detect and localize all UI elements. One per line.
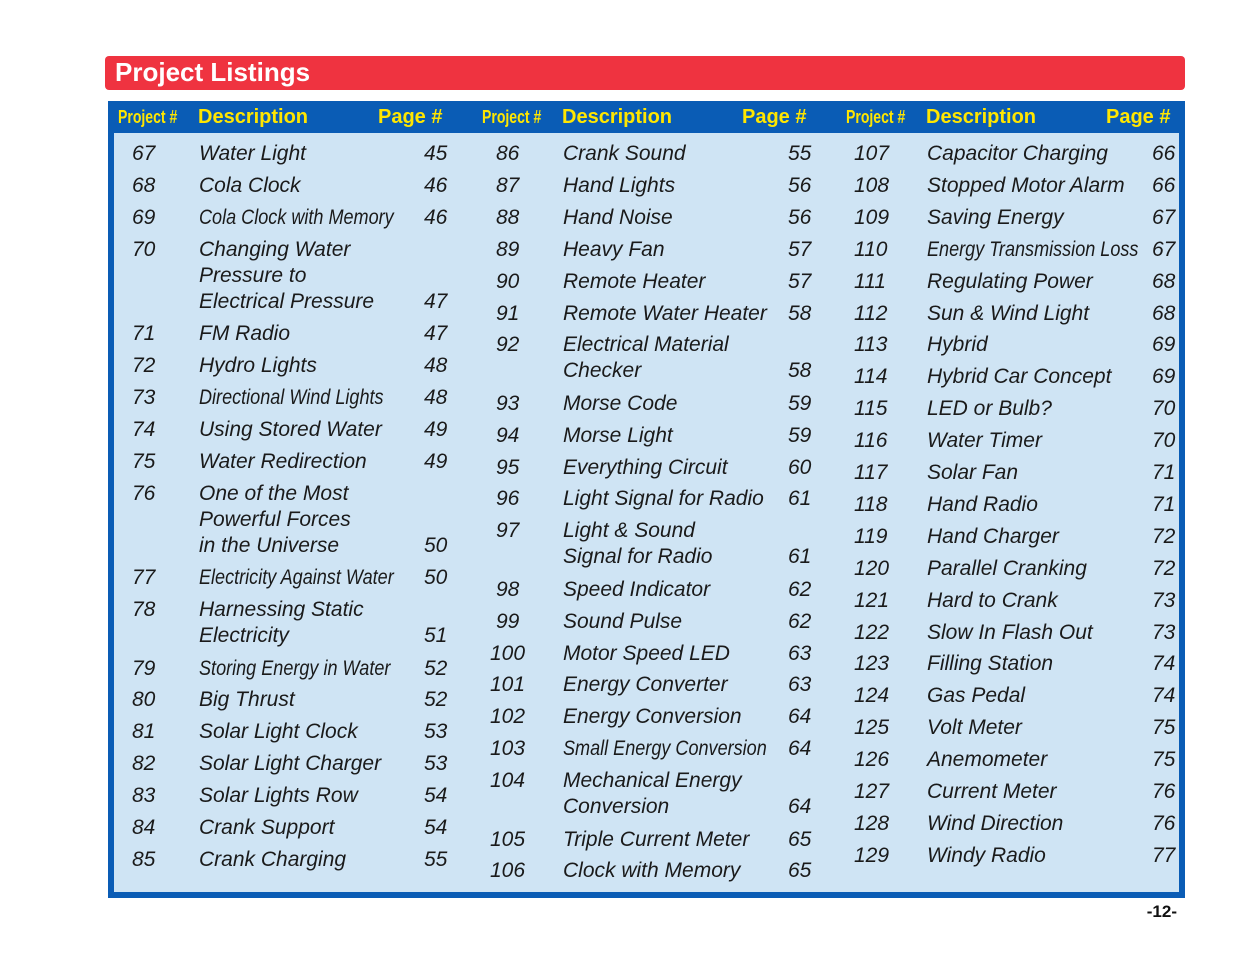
description-line: Anemometer <box>927 748 1048 772</box>
page-reference: 69 <box>1152 365 1176 389</box>
description-line: Cola Clock <box>199 173 301 197</box>
header-description: Description <box>926 106 1037 128</box>
project-number: 79 <box>132 656 156 680</box>
project-number: 84 <box>132 816 156 840</box>
project-number: 117 <box>854 461 888 484</box>
description-line: Crank Sound <box>563 142 686 165</box>
page-reference: 64 <box>788 705 812 729</box>
page-reference: 48 <box>424 354 448 378</box>
project-description <box>927 588 1058 614</box>
description-line: Gas Pedal <box>927 684 1026 708</box>
project-description <box>927 396 1052 422</box>
page-reference: 70 <box>1152 397 1176 421</box>
description-line: Directional Wind Lights <box>199 386 384 410</box>
project-number: 116 <box>854 429 888 453</box>
description-line: Water Timer <box>927 429 1042 453</box>
project-description <box>927 747 1047 773</box>
page-reference: 73 <box>1152 620 1176 644</box>
project-number: 102 <box>490 705 526 729</box>
project-description <box>927 141 1108 167</box>
table-row <box>114 173 1179 205</box>
description-line: Checker <box>563 359 642 383</box>
header-project-number: Project # <box>846 107 906 127</box>
page-reference: 65 <box>788 859 812 883</box>
page-reference: 47 <box>424 289 448 313</box>
description-line: Windy Radio <box>927 843 1046 867</box>
description-line: Big Thrust <box>199 688 295 712</box>
project-number: 81 <box>132 720 156 744</box>
page-reference: 62 <box>788 609 812 633</box>
description-line: Mechanical Energy <box>563 769 742 793</box>
description-line: Remote Heater <box>563 269 706 293</box>
page-reference: 52 <box>424 656 448 680</box>
description-line: Motor Speed LED <box>563 641 730 665</box>
table-row <box>114 364 1179 396</box>
page-reference: 75 <box>1152 716 1176 740</box>
description-line: Energy Conversion <box>563 705 742 729</box>
table-row <box>114 205 1179 237</box>
page-reference: 71 <box>1152 461 1176 484</box>
page-reference: 61 <box>788 487 812 511</box>
project-number: 121 <box>854 588 890 612</box>
project-number: 76 <box>132 481 156 505</box>
project-number: 124 <box>854 684 890 708</box>
page-reference: 50 <box>424 533 448 557</box>
project-number: 126 <box>854 748 890 772</box>
description-line: Solar Light Charger <box>199 752 382 776</box>
description-line: Clock with Memory <box>563 859 741 883</box>
description-line: Wind Direction <box>927 811 1064 835</box>
project-description <box>927 779 1057 805</box>
description-line: Heavy Fan <box>563 237 665 261</box>
project-number: 111 <box>854 269 886 293</box>
description-line: Hybrid <box>927 333 988 357</box>
page-reference: 45 <box>424 142 448 165</box>
description-line: Volt Meter <box>927 716 1022 740</box>
project-number: 75 <box>132 449 156 473</box>
project-number: 88 <box>496 205 520 229</box>
table-row <box>114 524 1179 556</box>
description-line: Hand Noise <box>563 205 673 229</box>
page-reference: 74 <box>1152 684 1176 708</box>
description-line: Saving Energy <box>927 205 1064 229</box>
description-line: Hybrid Car Concept <box>927 365 1112 389</box>
description-line: Water Redirection <box>199 449 367 473</box>
project-number: 94 <box>496 423 520 447</box>
page-reference: 46 <box>424 173 448 197</box>
description-line: Using Stored Water <box>199 417 382 441</box>
project-number: 70 <box>132 237 156 261</box>
page-reference: 76 <box>1152 780 1176 803</box>
page-reference: 59 <box>788 391 812 415</box>
description-line: Regulating Power <box>927 269 1093 293</box>
table-row <box>114 237 1179 269</box>
header-page-number: Page # <box>742 106 807 128</box>
header-project-number: Project # <box>482 107 542 127</box>
page-reference: 53 <box>424 752 448 776</box>
table-header <box>114 101 1179 133</box>
description-line: Morse Light <box>563 423 673 447</box>
project-number: 127 <box>854 780 890 803</box>
description-line: Hydro Lights <box>199 354 317 378</box>
table-row <box>114 811 1179 843</box>
title-bar <box>105 56 1185 90</box>
description-line: Remote Water Heater <box>563 301 767 325</box>
project-number: 78 <box>132 598 156 622</box>
description-line: Stopped Motor Alarm <box>927 173 1125 197</box>
description-line: Hand Charger <box>927 524 1059 548</box>
project-number: 113 <box>854 333 888 357</box>
project-description <box>927 715 1022 741</box>
description-line: LED or Bulb? <box>927 397 1052 421</box>
table-row <box>114 556 1179 588</box>
description-line: Electricity Against Water <box>199 566 394 590</box>
description-line: Sun & Wind Light <box>927 301 1090 325</box>
project-number: 96 <box>496 487 520 511</box>
description-line: Solar Lights Row <box>199 784 358 808</box>
project-number: 125 <box>854 716 890 740</box>
project-description <box>927 364 1111 390</box>
table-row <box>114 332 1179 364</box>
table-row <box>114 843 1179 875</box>
description-line: Electrical Material <box>563 333 729 357</box>
page-reference: 74 <box>1152 652 1176 676</box>
page-reference: 56 <box>788 173 812 197</box>
project-number: 92 <box>496 333 520 357</box>
project-number: 87 <box>496 173 520 197</box>
project-number: 99 <box>496 609 520 633</box>
page-reference: 49 <box>424 449 448 473</box>
project-description <box>927 205 1064 231</box>
project-number: 122 <box>854 620 890 644</box>
description-line: Light & Sound <box>563 519 695 543</box>
project-description <box>927 332 988 358</box>
project-description <box>927 428 1042 454</box>
project-number: 74 <box>132 417 156 441</box>
project-number: 112 <box>854 301 888 325</box>
page-reference: 55 <box>788 142 812 165</box>
header-page-number: Page # <box>378 106 443 128</box>
page-reference: 49 <box>424 417 448 441</box>
page-reference: 73 <box>1152 588 1176 612</box>
table-row <box>114 492 1179 524</box>
page-reference: 67 <box>1152 205 1176 229</box>
page-reference: 77 <box>1152 843 1176 867</box>
description-line: One of the Most <box>199 481 349 505</box>
table-row <box>114 715 1179 747</box>
page-reference: 65 <box>788 827 812 851</box>
description-line: Electricity <box>199 624 289 648</box>
table-row <box>114 460 1179 492</box>
description-line: Hard to Crank <box>927 588 1058 612</box>
project-number: 105 <box>490 827 526 851</box>
description-line: Pressure to <box>199 263 307 287</box>
project-number: 98 <box>496 577 520 601</box>
header-description: Description <box>562 106 673 128</box>
table-row <box>114 428 1179 460</box>
page-reference: 63 <box>788 641 812 665</box>
description-line: Everything Circuit <box>563 455 728 479</box>
project-description <box>927 524 1059 550</box>
table-row <box>114 301 1179 333</box>
page-reference: 66 <box>1152 142 1176 165</box>
page-reference: 70 <box>1152 429 1176 453</box>
project-number: 89 <box>496 237 520 261</box>
project-number: 86 <box>496 142 520 165</box>
description-line: Triple Current Meter <box>563 827 750 851</box>
table-row <box>114 141 1179 173</box>
description-line: Solar Fan <box>927 461 1019 484</box>
description-line: Signal for Radio <box>563 545 713 569</box>
page-title: Project Listings <box>115 57 311 87</box>
page-reference: 64 <box>788 795 812 819</box>
description-line: Hand Lights <box>563 173 676 197</box>
table-row <box>114 779 1179 811</box>
page-reference: 60 <box>788 455 812 479</box>
description-line: Crank Charging <box>199 847 347 871</box>
description-line: Powerful Forces <box>199 507 351 531</box>
page-reference: 76 <box>1152 811 1176 835</box>
project-number: 120 <box>854 556 890 580</box>
project-number: 106 <box>490 859 526 883</box>
page-reference: 72 <box>1152 524 1176 548</box>
header-description: Description <box>198 106 309 128</box>
table-row <box>114 683 1179 715</box>
table-row <box>114 396 1179 428</box>
project-description <box>927 683 1025 709</box>
description-line: Energy Converter <box>563 673 728 697</box>
page-reference: 47 <box>424 322 448 346</box>
page-reference: 46 <box>424 205 448 229</box>
project-table <box>108 101 1185 898</box>
description-line: Cola Clock with Memory <box>199 205 394 229</box>
page-reference: 48 <box>424 386 448 410</box>
project-description <box>927 811 1063 837</box>
description-line: Slow In Flash Out <box>927 620 1093 644</box>
page-reference: 63 <box>788 673 812 697</box>
table-row <box>114 620 1179 652</box>
description-line: FM Radio <box>199 322 291 346</box>
project-description <box>927 556 1087 582</box>
page-reference: 58 <box>788 301 812 325</box>
project-number: 72 <box>132 354 156 378</box>
project-description <box>927 269 1093 295</box>
page-reference: 56 <box>788 205 812 229</box>
description-line: Storing Energy in Water <box>199 656 391 680</box>
page-reference: 55 <box>424 847 448 871</box>
project-number: 85 <box>132 847 156 871</box>
project-description <box>927 620 1093 646</box>
project-number: 91 <box>496 301 520 325</box>
page-reference: 75 <box>1152 748 1176 772</box>
page-reference: 69 <box>1152 333 1176 357</box>
project-number: 90 <box>496 269 520 293</box>
description-line: Conversion <box>563 795 670 819</box>
header-project-number: Project # <box>118 107 178 127</box>
page-reference: 50 <box>424 566 448 590</box>
project-number: 93 <box>496 391 520 415</box>
project-number: 95 <box>496 455 520 479</box>
project-description <box>927 460 1018 486</box>
project-number: 77 <box>132 566 156 590</box>
project-number: 123 <box>854 652 890 676</box>
page-reference: 51 <box>424 624 448 648</box>
project-number: 83 <box>132 784 156 808</box>
project-number: 107 <box>854 142 890 165</box>
project-number: 128 <box>854 811 890 835</box>
project-number: 68 <box>132 173 156 197</box>
header-page-number: Page # <box>1106 106 1171 128</box>
description-line: Solar Light Clock <box>199 720 358 744</box>
project-description <box>927 301 1089 327</box>
description-line: Parallel Cranking <box>927 556 1087 580</box>
page-reference: 64 <box>788 737 812 761</box>
project-number: 80 <box>132 688 156 712</box>
page-reference: 54 <box>424 816 448 840</box>
description-line: Water Light <box>199 142 306 165</box>
page-reference: 68 <box>1152 301 1176 325</box>
description-line: in the Universe <box>199 533 340 557</box>
project-number: 118 <box>854 492 888 516</box>
project-number: 101 <box>490 673 526 697</box>
table-row <box>114 588 1179 620</box>
project-number: 129 <box>854 843 890 867</box>
project-number: 97 <box>496 519 520 543</box>
page-reference: 53 <box>424 720 448 744</box>
description-line: Light Signal for Radio <box>563 487 764 511</box>
project-description <box>927 651 1053 677</box>
page-reference: 66 <box>1152 173 1176 197</box>
project-number: 67 <box>132 142 156 165</box>
project-number: 119 <box>854 524 888 548</box>
project-number: 109 <box>854 205 890 229</box>
page-reference: 68 <box>1152 269 1176 293</box>
description-line: Electrical Pressure <box>199 289 375 313</box>
description-line: Crank Support <box>199 816 335 840</box>
project-number: 108 <box>854 173 890 197</box>
description-line: Morse Code <box>563 391 678 415</box>
project-description <box>927 492 1038 518</box>
page-reference: 61 <box>788 545 812 569</box>
project-description <box>927 843 1046 869</box>
table-row <box>114 269 1179 301</box>
page-reference: 62 <box>788 577 812 601</box>
description-line: Energy Transmission Loss <box>927 237 1139 261</box>
page-reference: 72 <box>1152 556 1176 580</box>
project-number: 100 <box>490 641 526 665</box>
page-reference: 52 <box>424 688 448 712</box>
description-line: Filling Station <box>927 652 1054 676</box>
project-number: 114 <box>854 365 888 389</box>
page-reference: 57 <box>788 237 812 261</box>
project-number: 69 <box>132 205 156 229</box>
table-row <box>114 651 1179 683</box>
project-number: 73 <box>132 386 156 410</box>
project-number: 103 <box>490 737 526 761</box>
page-reference: 58 <box>788 359 812 383</box>
description-line: Hand Radio <box>927 492 1038 516</box>
project-number: 104 <box>490 769 526 793</box>
page-reference: 57 <box>788 269 812 293</box>
table-row <box>114 747 1179 779</box>
page-reference: 59 <box>788 423 812 447</box>
page-reference: 67 <box>1152 237 1176 261</box>
page-reference: 71 <box>1152 492 1176 516</box>
page-reference: 54 <box>424 784 448 808</box>
project-number: 115 <box>854 397 888 421</box>
description-line: Small Energy Conversion <box>563 737 767 761</box>
project-description <box>927 237 1176 263</box>
description-line: Speed Indicator <box>563 577 711 601</box>
page-number: -12- <box>1146 902 1177 921</box>
description-line: Sound Pulse <box>563 609 683 633</box>
description-line: Changing Water <box>199 237 351 261</box>
project-number: 82 <box>132 752 156 776</box>
project-number: 110 <box>854 237 888 261</box>
description-line: Capacitor Charging <box>927 142 1108 165</box>
project-number: 71 <box>132 322 156 346</box>
description-line: Harnessing Static <box>199 598 364 622</box>
description-line: Current Meter <box>927 780 1057 803</box>
project-description <box>927 173 1125 199</box>
